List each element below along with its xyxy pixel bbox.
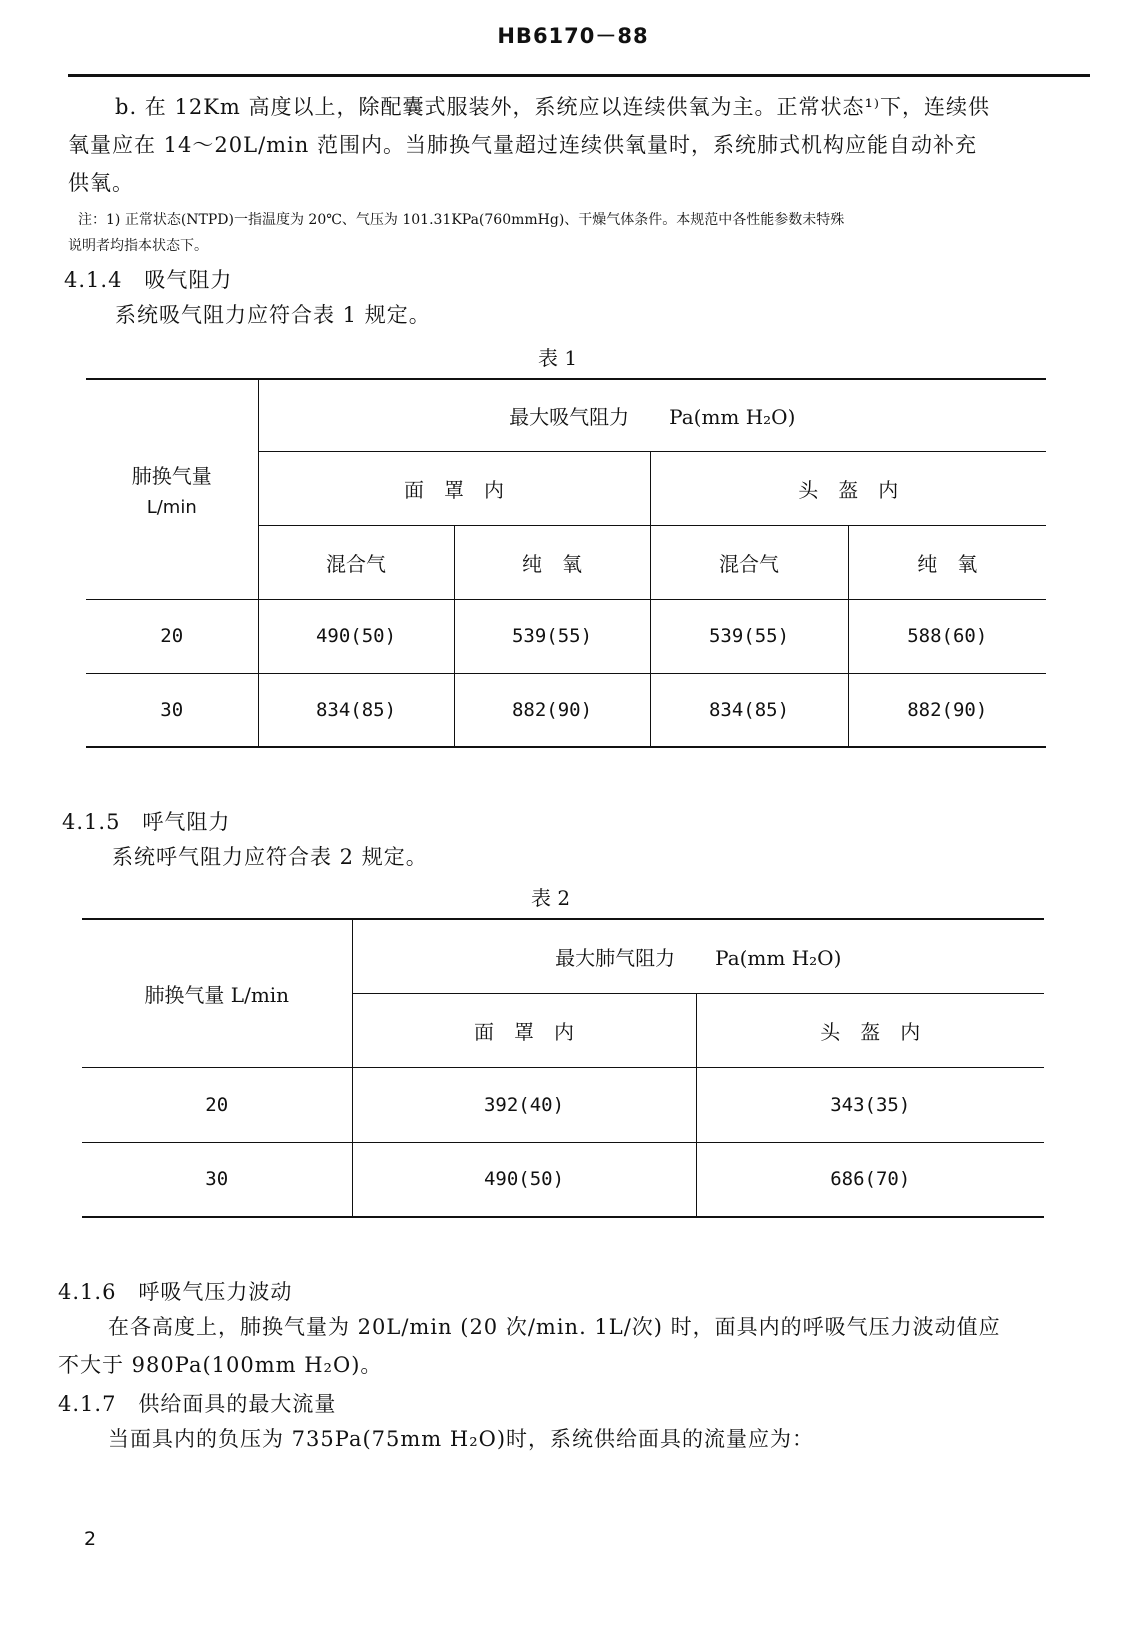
- section-415-text: 系统呼气阻力应符合表 2 规定。: [112, 845, 428, 869]
- page-number: 2: [84, 1528, 97, 1550]
- table-1-row-header-unit: L/min: [146, 497, 197, 519]
- table-1-helmet-mix-header: 混合气: [650, 525, 848, 599]
- section-415-heading: 4.1.5 呼气阻力: [62, 810, 231, 834]
- table-1-cell: 882(90): [454, 673, 650, 747]
- table-1-cell: 539(55): [454, 599, 650, 673]
- section-b-line-2: 氧量应在 14～20L/min 范围内。当肺换气量超过连续供氧量时，系统肺式机构应能自动补充: [68, 133, 977, 157]
- table-1-flow: 30: [86, 673, 258, 747]
- section-417-line-1: 当面具内的负压为 735Pa(75mm H₂O)时，系统供给面具的流量应为：: [108, 1427, 815, 1451]
- table-1-helmet-header: 头 盔 内: [650, 451, 1046, 525]
- table-row: [86, 599, 1046, 673]
- table-1-mask-oxygen-header: 纯 氧: [454, 525, 650, 599]
- table-1-cell: 490(50): [258, 599, 454, 673]
- footnote-line-2: 说明者均指本状态下。: [68, 238, 208, 254]
- table-1-row-header: [86, 379, 258, 599]
- table-2-row-header: 肺换气量 L/min: [82, 919, 352, 1067]
- table-1: [86, 378, 1046, 748]
- table-2-cell: 490(50): [352, 1142, 696, 1217]
- section-414-heading: 4.1.4 吸气阻力: [64, 268, 233, 292]
- section-416-line-1: 在各高度上，肺换气量为 20L/min (20 次/min. 1L/次) 时，面具内的呼吸气压力波动值应: [108, 1315, 1001, 1339]
- table-2-mask-header: 面 罩 内: [352, 993, 696, 1067]
- table-2-flow: 20: [82, 1067, 352, 1142]
- table-row: [82, 1067, 1044, 1142]
- table-row: [86, 673, 1046, 747]
- table-row: [82, 1142, 1044, 1217]
- table-1-cell: 588(60): [848, 599, 1046, 673]
- section-b-line-3: 供氧。: [68, 171, 134, 195]
- table-1-group-header: 最大吸气阻力 Pa(mm H₂O): [258, 379, 1046, 451]
- footnote-line-1: 注：1) 正常状态(NTPD)一指温度为 20℃、气压为 101.31KPa(760mmHg)、干燥气体条件。本规范中各性能参数未特殊: [78, 212, 845, 228]
- table-1-caption: 表 1: [538, 346, 578, 370]
- table-2: [82, 918, 1044, 1218]
- section-b-line-1: b. 在 12Km 高度以上，除配囊式服装外，系统应以连续供氧为主。正常状态¹⁾下，连续供: [115, 95, 991, 119]
- table-2-caption: 表 2: [531, 886, 571, 910]
- table-1-mask-header: 面 罩 内: [258, 451, 650, 525]
- table-2-flow: 30: [82, 1142, 352, 1217]
- table-1-cell: 834(85): [650, 673, 848, 747]
- table-1-helmet-oxygen-header: 纯 氧: [848, 525, 1046, 599]
- table-1-flow: 20: [86, 599, 258, 673]
- document-code: HB6170－88: [497, 24, 649, 48]
- table-1-mask-mix-header: 混合气: [258, 525, 454, 599]
- section-416-line-2: 不大于 980Pa(100mm H₂O)。: [58, 1353, 383, 1377]
- table-1-row-header-label: 肺换气量: [131, 464, 212, 489]
- table-2-cell: 343(35): [696, 1067, 1044, 1142]
- table-2-cell: 392(40): [352, 1067, 696, 1142]
- table-1-cell: 539(55): [650, 599, 848, 673]
- table-2-group-header: 最大肺气阻力 Pa(mm H₂O): [352, 919, 1044, 993]
- table-2-helmet-header: 头 盔 内: [696, 993, 1044, 1067]
- table-1-cell: 882(90): [848, 673, 1046, 747]
- section-414-text: 系统吸气阻力应符合表 1 规定。: [115, 303, 431, 327]
- section-416-heading: 4.1.6 呼吸气压力波动: [58, 1280, 293, 1304]
- section-417-heading: 4.1.7 供给面具的最大流量: [58, 1392, 337, 1416]
- table-1-cell: 834(85): [258, 673, 454, 747]
- header-rule: [68, 74, 1090, 77]
- table-2-cell: 686(70): [696, 1142, 1044, 1217]
